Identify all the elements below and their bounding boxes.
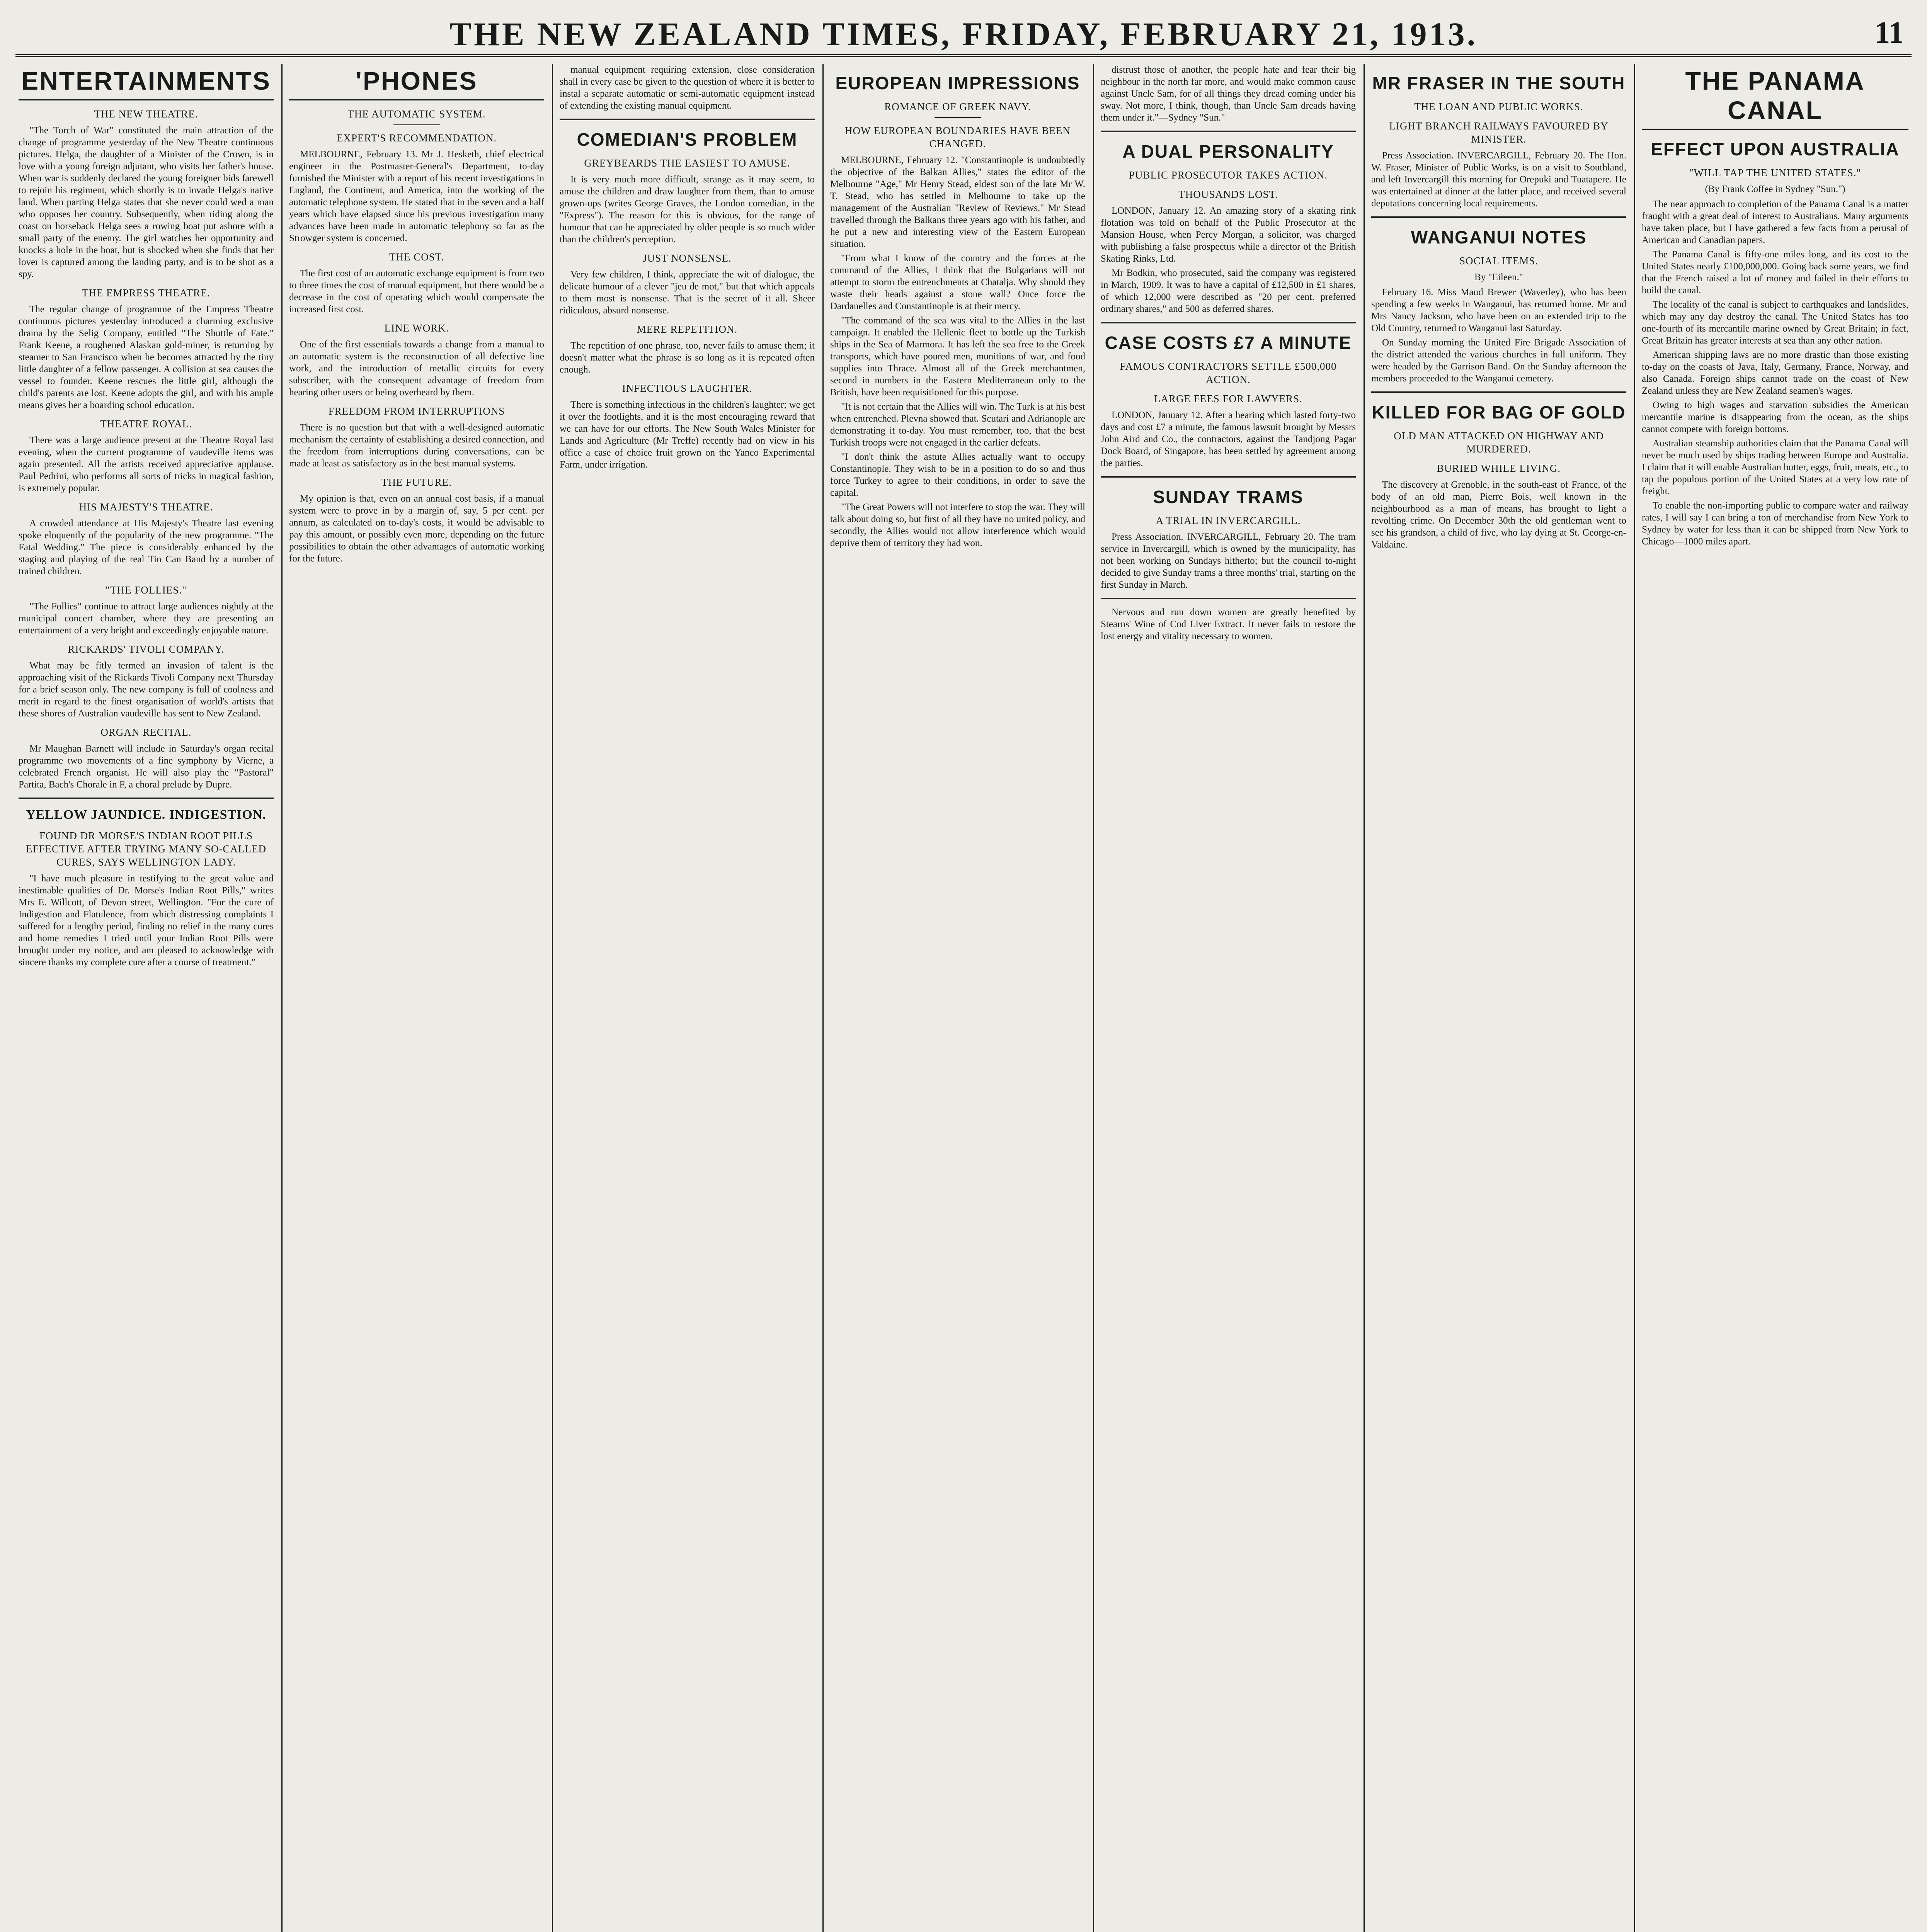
article-headline: A DUAL PERSONALITY <box>1122 141 1334 162</box>
column-phones <box>289 64 544 1932</box>
article-subheading: THE AUTOMATIC SYSTEM. <box>347 108 486 120</box>
article-paragraph: The near approach to completion of the Panama Canal is a matter fraught with a great deal of interest to Australians. Many arguments have taken place, but I have gathered a few facts from a perusal of American and Canadian papers. <box>1642 199 1908 245</box>
article-paragraph: To enable the non-importing public to compare water and railway rates, I will say I can bring a ton of merchandise from New York to Sydney by water for less than it can be shipped from New York to Chicago—1000 miles apart. <box>1642 500 1908 547</box>
article-paragraph: What may be fitly termed an invasion of talent is the approaching visit of the Rickards Tivoli Company next Thursday for a brief season only. The new company is full of coolness and merit in regard to the finest organisation of world's artists that these shores of Australian vaudeville has sent to New Zealand. <box>19 660 274 719</box>
article-subheading: THE COST. <box>389 251 444 263</box>
article-paragraph: Press Association. INVERCARGILL, February 20. The Hon. W. Fraser, Minister of Public Works, is on a visit to Southland, and left Invercargill this morning for Orepuki and Tuatapere. He was entertained at dinner at the latter place, and received several deputations concerning local requirements. <box>1371 150 1626 209</box>
article-subheading: "THE FOLLIES." <box>105 584 187 596</box>
article-subheading: LIGHT BRANCH RAILWAYS FAVOURED BY MINISTER. <box>1389 120 1609 145</box>
article-paragraph: "The Torch of War" constituted the main attraction of the change of programme yesterday of the New Theatre continuous pictures. Helga, the daughter of a Minister of the Crown, is in love with a young foreign adjutant, who visits her father's house. When war is suddenly declared the young foreigner bids farewell to rejoin his regiment, which shortly is to invade Helga's native land. When parting Helga states that she never could wed a man who opposes her country. Subsequently, when riding along the coast on horseback Helga sees a rowing boat put ashore with a small party of the enemy. The girl watches her opportunity and knocks a hole in the boat, but is shocked when she finds that her lover is captured among the landing party, and is to be shot as a spy. <box>19 125 274 279</box>
article-subheading: HIS MAJESTY'S THEATRE. <box>79 501 213 513</box>
article-paragraph: The first cost of an automatic exchange equipment is from two to three times the cost of manual equipment, but there would be a decrease in the cost of operating which would compensate the increased first cost. <box>289 268 544 315</box>
column-rule <box>1634 64 1635 1932</box>
article-paragraph: The locality of the canal is subject to earthquakes and landslides, which may any day destroy the canal. The United States has too one-fourth of its mercantile marine owned by Great Britain; in fact, Great Britain has greater interests at sea than any other nation. <box>1642 299 1908 346</box>
article-paragraph: MELBOURNE, February 13. Mr J. Hesketh, chief electrical engineer in the Postmaster-General's Department, to-day furnished the Minister with a report of his recent investigations in England, the Continent, and America, into the working of the automatic telephone system. He stated that in the seven and a half years which have elapsed since his previous investigation many advances have been made in automatic telephony so far as the Strowger system is concerned. <box>289 149 544 243</box>
article-headline: MR FRASER IN THE SOUTH <box>1372 73 1626 93</box>
divider <box>1101 322 1356 323</box>
divider <box>1371 391 1626 393</box>
article-paragraph: On Sunday morning the United Fire Brigade Association of the district attended the various churches in full uniform. They were headed by the Garrison Band. On the Sunday afternoon the members proceeded to the Wanganui cemetery. <box>1371 337 1626 384</box>
divider <box>1371 216 1626 218</box>
article-paragraph: Mr Maughan Barnett will include in Saturday's organ recital programme two movements of a fine symphony by Vierne, a celebrated French organist. He will also play the "Pastoral" Partita, Bach's Chorale in F, a choral prelude by Dupre. <box>19 743 274 790</box>
article-paragraph: Press Association. INVERCARGILL, February 20. The tram service in Invercargill, which is owned by the municipality, has not been working on Sundays hitherto; but the council to-night decided to give Sunday trams a three months' trial, starting on the first Sunday in March. <box>1101 532 1356 590</box>
advertisement-text: Nervous and run down women are greatly benefited by Stearns' Wine of Cod Liver Extract. It never fails to restore the lost energy and vitality necessary to women. <box>1101 607 1356 641</box>
article-subheading: FREEDOM FROM INTERRUPTIONS <box>328 405 505 417</box>
article-subheading: THE NEW THEATRE. <box>94 108 198 120</box>
divider <box>560 119 815 120</box>
section-heading: ENTERTAINMENTS <box>19 66 274 100</box>
article-subheading: MERE REPETITION. <box>637 323 738 335</box>
article-subheading: THOUSANDS LOST. <box>1178 189 1278 200</box>
byline: (By Frank Coffee in Sydney "Sun.") <box>1705 184 1845 194</box>
article-paragraph: Australian steamship authorities claim that the Panama Canal will never be much used by ships trading between Europe and Australia. I claim that it will enable Australian butter, eggs, fruit, meats, etc., to tap the populous portion of the United States at a very low rate of freight. <box>1642 438 1908 497</box>
divider <box>1101 476 1356 478</box>
column-rule <box>1093 64 1094 1932</box>
article-headline: EUROPEAN IMPRESSIONS <box>835 73 1080 93</box>
article-paragraph: "It is not certain that the Allies will win. The Turk is at his best when entrenched. Plevna showed that. Scutari and Adrianople are demonstrating it to-day. You must remember, too, that the best Turkish troops were not engaged in the earlier defeats. <box>830 401 1085 448</box>
article-headline: WANGANUI NOTES <box>1411 227 1587 247</box>
column-entertainments <box>19 64 274 1932</box>
article-paragraph: There was a large audience present at the Theatre Royal last evening, when the current programme of vaudeville items was again presented. All the artists received appreciative applause. Paul Pedrini, who performs all sorts of tricks in magical fashion, is extremely popular. <box>19 435 274 493</box>
column-panama-canal <box>1642 64 1908 1932</box>
article-paragraph: American shipping laws are no more drastic than those existing to-day on the coasts of Java, Italy, Germany, France, Norway, and also Canada. Foreign ships cannot trade on the coast of New Zealand unless they are New Zealand seamen's wages. <box>1642 350 1908 396</box>
article-paragraph: "I don't think the astute Allies actually want to occupy Constantinople. They wish to be in a position to do so and thus force Turkey to agree to their conditions, in order to save the capital. <box>830 452 1085 498</box>
article-headline: COMEDIAN'S PROBLEM <box>577 129 798 150</box>
article-paragraph: "From what I know of the country and the forces at the command of the Allies, I think that the Bulgarians will not attempt to storm the entrenchments at Chatalja. Why should they waste their heads against a stone wall? Once force the Dardanelles and Constantinople is at their mercy. <box>830 253 1085 311</box>
article-subheading: HOW EUROPEAN BOUNDARIES HAVE BEEN CHANGED. <box>844 125 1071 150</box>
article-paragraph: A crowded attendance at His Majesty's Theatre last evening spoke eloquently of the popularity of the new programme. "The Fatal Wedding." The piece is considerably enhanced by the staging and playing of the real Tin Can Band by a number of trained children. <box>19 518 274 577</box>
article-subheading: THE FUTURE. <box>381 476 452 488</box>
article-subheading: LARGE FEES FOR LAWYERS. <box>1154 393 1302 405</box>
article-headline: YELLOW JAUNDICE. INDIGESTION. <box>26 808 266 822</box>
article-paragraph: LONDON, January 12. After a hearing which lasted forty-two days and cost £7 a minute, the famous lawsuit brought by Messrs John Aird and Co., the contractors, against the Tandjong Pagar Dock Board, of Singapore, has been settled by agreement among the parties. <box>1101 410 1356 468</box>
page-number: 11 <box>1874 16 1904 50</box>
article-subheading: A TRIAL IN INVERCARGILL. <box>1156 515 1301 526</box>
column-rule <box>1364 64 1365 1932</box>
column-rule <box>552 64 553 1932</box>
byline: By "Eileen." <box>1474 272 1523 282</box>
article-paragraph: One of the first essentials towards a change from a manual to an automatic system is the reconstruction of all defective line work, and the introduction of metallic circuits for every subscriber, with the consequent advantage of freedom from hearing other users or being overheard by them. <box>289 339 544 398</box>
article-paragraph: February 16. Miss Maud Brewer (Waverley), who has been spending a few weeks in Wanganui, has returned home. Mr and Mrs Nancy Jackson, who have been on an extended trip to the Old Country, returned to Wanganui last Saturday. <box>1371 287 1626 333</box>
article-subheading: "WILL TAP THE UNITED STATES." <box>1689 167 1861 179</box>
article-paragraph: The Panama Canal is fifty-one miles long, and its cost to the United States nearly £100,000,000. Going back some years, we find that the French raised a lot of money and failed in their efforts to build the canal. <box>1642 249 1908 296</box>
divider <box>1101 598 1356 599</box>
article-headline: CASE COSTS £7 A MINUTE <box>1105 333 1352 353</box>
article-subheading: OLD MAN ATTACKED ON HIGHWAY AND MURDERED. <box>1394 430 1604 455</box>
article-subheading: SOCIAL ITEMS. <box>1459 255 1538 267</box>
article-paragraph: Very few children, I think, appreciate the wit of dialogue, the delicate humour of a clever "jeu de mot," but that which appeals to them most is nonsense. That is the secret of it all. Sheer ridiculous, absurd nonsense. <box>560 269 815 316</box>
article-subheading: FAMOUS CONTRACTORS SETTLE £500,000 ACTION. <box>1120 361 1337 385</box>
article-paragraph: "The command of the sea was vital to the Allies in the last campaign. It enabled the Hellenic fleet to bottle up the Turkish ships in the Sea of Marmora. It has left the sea free to the Greek transports, which have poured men, munitions of war, and food supplies into Thrace. Almost all of the Greek merchantmen, second in numbers in the Eastern Mediterranean only to the British, have been requisitioned for this purpose. <box>830 315 1085 398</box>
newspaper-page <box>15 12 1912 1932</box>
masthead <box>15 12 1912 57</box>
article-paragraph: The discovery at Grenoble, in the south-east of France, of the body of an old man, Pierre Bois, well known in the neighbourhood as a man of means, has brought to light a revolting crime. On December 30th the old gentleman went to see his grandson, a child of five, who lay dying at St. George-en-Valdaine. <box>1371 480 1626 550</box>
article-subheading: THE LOAN AND PUBLIC WORKS. <box>1414 101 1583 112</box>
masthead-title: THE NEW ZEALAND TIMES, FRIDAY, FEBRUARY 21, 1913. <box>449 15 1478 53</box>
column-european-impressions <box>830 64 1085 1932</box>
article-subheading: FOUND DR MORSE'S INDIAN ROOT PILLS EFFECTIVE AFTER TRYING MANY SO-CALLED CURES, SAYS WELLINGTON LADY. <box>26 830 267 868</box>
article-paragraph: "The Follies" continue to attract large audiences nightly at the municipal concert chamber, where they are presenting an entertainment of a very bright and exceedingly enjoyable nature. <box>19 601 274 636</box>
article-headline: SUNDAY TRAMS <box>1153 487 1304 507</box>
article-paragraph: There is no question but that with a well-designed automatic mechanism the certainty of establishing a desired connection, and the freedom from interruptions during conversations, can be made at least as satisfactory as in the best manual systems. <box>289 422 544 469</box>
divider <box>19 798 274 799</box>
article-subheading: RICKARDS' TIVOLI COMPANY. <box>68 643 225 655</box>
article-paragraph: Mr Bodkin, who prosecuted, said the company was registered in March, 1909. It was to have a capital of £12,500 in £1 shares, of which 12,000 were described as "20 per cent. preferred ordinary shares," and 500 as deferred shares. <box>1101 268 1356 314</box>
article-subheading: THE EMPRESS THEATRE. <box>82 287 211 299</box>
article-subheading: PUBLIC PROSECUTOR TAKES ACTION. <box>1129 169 1328 181</box>
article-subheading: EXPERT'S RECOMMENDATION. <box>336 132 497 144</box>
article-subheading: INFECTIOUS LAUGHTER. <box>622 383 752 394</box>
column-comedian <box>560 64 815 1932</box>
article-paragraph: "I have much pleasure in testifying to the great value and inestimable qualities of Dr. Morse's Indian Root Pills," writes Mrs E. Willcott, of Devon street, Wellington. "For the cure of Indigestion and Flatulence, from which distressing complaints I suffered for a lengthy period, finding no relief in the many cures and home remedies I tried until your Indian Root Pills were brought under my notice, and am pleased to acknowledge with sincere thanks my complete cure after a course of treatment." <box>19 873 274 968</box>
article-paragraph: My opinion is that, even on an annual cost basis, if a manual system were to prove in by a margin of, say, 5 per cent. per annum, as calculated on to-day's costs, it would be advisable to pay this amount, or possibly even more, depending on the future possibilities to obtain the other advantages of automatic working for the future. <box>289 493 544 564</box>
divider <box>393 124 440 125</box>
article-subheading: BURIED WHILE LIVING. <box>1437 463 1561 474</box>
column-dual-personality <box>1101 64 1356 1932</box>
article-paragraph: distrust those of another, the people hate and fear their big neighbour in the north far more, and would make common cause against Uncle Sam, for of all things they dread coming under his sway. Not more, I think, though, than Uncle Sam dreads having them under it."—Sydney "Sun." <box>1101 65 1356 123</box>
article-headline: KILLED FOR BAG OF GOLD <box>1372 402 1626 422</box>
article-paragraph: There is something infectious in the children's laughter; we get it over the footlights, and it is the most encouraging reward that we can have for our efforts. The New South Wales Minister for Lands and Agriculture (Mr Treffe) recently had on view in his office a case of choice fruit grown on the Yanco Experimental Farm, under irrigation. <box>560 400 815 470</box>
article-paragraph: It is very much more difficult, strange as it may seem, to amuse the children and draw laughter from them, than to amuse grown-ups (writes George Graves, the London comedian, in the "Express"). The reason for this is obvious, for the range of humour that can be appreciated by older people is so much wider than the children's perception. <box>560 174 815 245</box>
article-headline: 'PHONES <box>289 66 544 100</box>
column-rule <box>281 64 283 1932</box>
article-paragraph: manual equipment requiring extension, close consideration shall in every case be given to the question of where it is better to instal a separate automatic or semi-automatic equipment instead of extending the existing manual equipment. <box>560 65 815 111</box>
article-subheading: THEATRE ROYAL. <box>100 418 192 430</box>
article-subheading: ORGAN RECITAL. <box>100 726 192 738</box>
article-paragraph: LONDON, January 12. An amazing story of a skating rink flotation was told on behalf of the Public Prosecutor at the Mansion House, when Percy Morgan, a solicitor, was charged with publishing a false prospectus while a director of the British Skating Rinks, Ltd. <box>1101 206 1356 264</box>
column-fraser <box>1371 64 1626 1932</box>
article-paragraph: The repetition of one phrase, too, never fails to amuse them; it doesn't matter what the phrase is so long as it is repeated often enough. <box>560 340 815 375</box>
divider <box>1101 131 1356 132</box>
article-subheading: GREYBEARDS THE EASIEST TO AMUSE. <box>584 157 790 169</box>
article-paragraph: Owing to high wages and starvation subsidies the American mercantile marine is disappearing from the ocean, as the ships cannot compete with foreign bottoms. <box>1642 400 1908 434</box>
article-subheading: LINE WORK. <box>384 322 449 334</box>
article-subheading: ROMANCE OF GREEK NAVY. <box>884 101 1031 112</box>
article-paragraph: MELBOURNE, February 12. "Constantinople is undoubtedly the objective of the Balkan Allies," states the editor of the Melbourne "Age," Mr Henry Stead, eldest son of the late Mr W. T. Stead, who has settled in Melbourne to take up the management of the Australian "Review of Reviews." Mr Stead travelled through the Balkans three years ago with his father, and he put a new and interesting view of the Eastern European situation. <box>830 155 1085 249</box>
article-headline: THE PANAMA CANAL <box>1642 66 1908 130</box>
column-rule <box>822 64 824 1932</box>
article-subheading: EFFECT UPON AUSTRALIA <box>1651 139 1900 159</box>
article-paragraph: "The Great Powers will not interfere to stop the war. They will talk about doing so, but first of all they have no united policy, and secondly, the Allies would not allow interference which would deprive them of territory they had won. <box>830 502 1085 548</box>
divider <box>935 117 981 118</box>
article-subheading: JUST NONSENSE. <box>643 252 732 264</box>
article-paragraph: The regular change of programme of the Empress Theatre continuous pictures yesterday introduced a charming exclusive drama by the Selig Company, entitled "The Shuttle of Fate." Frank Keene, a roughened Alaskan gold-miner, is returning by steamer to San Francisco when he becomes attracted by the tiny little daughter of a fellow passenger. A collision at sea causes the vessel to founder. Keene rescues the little girl, although the child's parents are lost. Keene adopts the girl, and with his ample means gives her a boarding school education. <box>19 304 274 410</box>
